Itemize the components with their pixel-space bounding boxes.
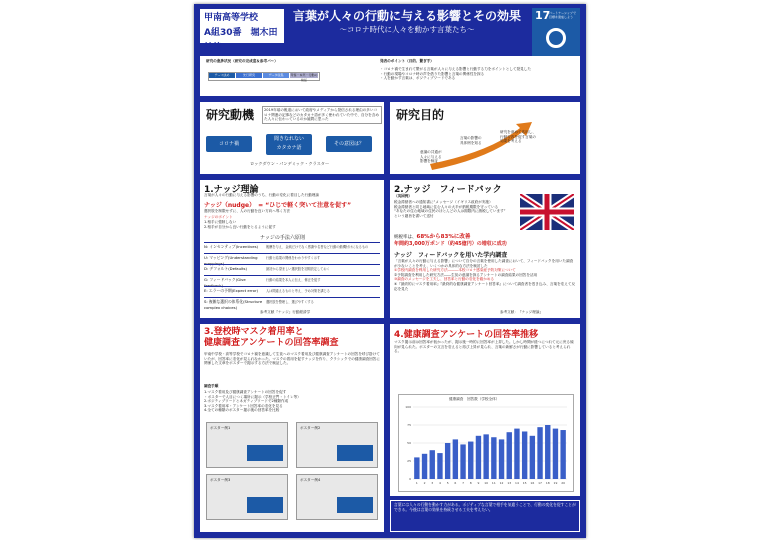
health-panel [390,324,580,496]
mask-panel [200,324,384,532]
progress-panel [200,56,580,96]
nudge-cond-1: 1.相手に強制しない [204,220,237,224]
purpose-panel [390,102,580,174]
health-chart [398,394,574,492]
chart-x-tick: 19 [553,481,558,485]
author-name: A組30番 堀木田結柊 [204,28,278,53]
sdg-number: 17 [535,9,551,22]
method-item: 3.マスク着用率・アンケート回答率の変化を見る [204,403,283,408]
progress-seg: テーマ決め [209,73,235,78]
jp-line: 「言葉が人々の行動に与える影響」について自分の言葉を使用した調査において、フィードバックを用いた調査が少ないことを考え、いくつかの具体的な方法を検討した [394,259,574,268]
page-title: 言葉が人々の行動に与える影響とその効果 [292,9,521,23]
chart-x-tick: 20 [561,481,566,485]
chart-bar [514,429,519,479]
feedback-line: 税金滞納者への通知書に“メッセージ（イギリス政府が実施） [394,200,493,204]
chart-x-tick: 4 [438,481,441,485]
chart-bar [522,431,527,479]
chart-svg [399,395,573,491]
chart-x-tick: 8 [469,481,472,485]
motive-note: 2019年頃の報道において政府やメディアから発信される理由の多いコロナ関連の記事などのカタカナ語が多く使われていた中で、自分を含めた人々に伝わっているのか疑問に思った [262,106,382,124]
chart-bar [422,454,427,479]
point-item: ・人を動かす言葉は、ポジティブワードである [380,76,456,81]
mask-title: 3.登校時マスク着用率と 健康調査アンケートの回答率調査 [204,327,339,348]
rate-value: 68%から83%に改善 [416,234,471,240]
jp-line: ①学校内調査を利用した研究方法―――本校コロナ感染症予防対策について [394,268,516,273]
nudge-cond-label: ナッジのポイント [204,215,233,219]
chart-x-tick: 9 [477,481,480,485]
point-item: ・コロナ禍で生まれて繋がる言葉が人々に与える影響と行動する力をポイントとして発見した [380,67,531,71]
chart-x-tick: 1 [415,481,418,485]
row-value: 行動の結果を本人に伝え、修正を促す [266,278,321,282]
chart-bar [499,439,504,479]
row-value: 行動と結果の関係をわかりやすく示す [266,256,321,260]
jp-lines [394,259,576,291]
chart-bar [476,436,481,479]
feedback-line: “あなたの住む地域の住民のほとんどの人は期限内に納税しています” [394,209,506,214]
feedback-title: 2.ナッジ フィードバック [394,185,502,195]
chart-x-tick: 5 [446,481,449,485]
chart-x-tick: 13 [507,481,512,485]
nudge-panel [200,180,384,318]
chip-corona: コロナ禍 [206,136,252,152]
page-subtitle: ～コロナ時代に人々を動かす言葉たち～ [339,25,475,34]
chart-y-tick: 100 [405,405,411,409]
rate-line [394,232,470,240]
method-item: 1.マスク着用及び健康調査アンケートの回答を促す [204,390,287,394]
poster-photo [296,474,378,520]
feedback-line: という趣旨を書いて送付 [394,213,434,218]
method-item: 4.全ての種類のポスター掲示後の回答率を比較 [204,408,280,413]
nudge-cond-2: 2.相手が自分から良い行動をとるように促す [204,225,276,229]
mask-methods [204,390,380,413]
photo-bar [247,497,283,513]
jp-line: ④『最終的にマスク着用率』『最終的な健康調査アンケート回答率』について調査者を巻き込み、言葉を変えて反応を見た [394,281,576,291]
feedback-line: 税金滞納者と同じ地域に住む人々の大半が納税期限を守っている [394,204,499,209]
row-value: 選択肢を整理し、選びやすくする [266,300,314,304]
conclusion-text: 言葉には人々の行動を動かす力がある。ポジティブな言葉で相手を気遣うことで、行動の変化を促すことができる。今後は言葉の効果を持続させる工夫を考えたい。 [394,502,576,512]
progress-seg: 考察・本実・行動の検証 [290,73,318,82]
sdg-wheel-icon [546,28,566,48]
progress-track [208,72,320,81]
chart-y-tick: 25 [407,459,411,463]
jp-line: ③調査のメッセージを工夫し、回答率と行動の変化を確かめる [394,277,495,282]
progress-label: 研究の進捗状況（研究の完成度＆参考バー） [206,59,278,63]
chart-bar [414,457,419,479]
chart-y-tick: 75 [407,423,411,427]
sdg-text: パートナーシップで目標を達成しよう [549,11,576,19]
chart-title: 健康調査 回答数（学校全体） [449,397,500,401]
feedback-lines [394,200,514,218]
nudge-defn2: 選択肢を制限せずに、人の行動を良い方向へ導く方法 [204,209,291,213]
row-value: 報酬を与え、金銭だけでなく感謝や名誉など行動の動機付けになるもの [266,245,369,249]
method-item: ・ポスターで人目につく場所に掲示（学校正門・トイレ等） [204,394,301,399]
chart-x-tick: 15 [522,481,527,485]
chart-bar [430,450,435,479]
row-key: D: デフォルト(Defaults) [204,266,248,271]
jp-line: ②予防調査を利用した研究方法――生徒の意識を探るアンケートの調査結果の回答を活用 [394,272,538,277]
chart-bar [537,427,542,479]
chart-x-tick: 12 [499,481,504,485]
purpose-left: 意識の共通が 人々に与える 影響を検証 [420,150,442,164]
nudge-table-title: ナッジの手法六原則 [260,235,305,241]
chip-intent: その意図は？ [326,136,372,152]
school-block [200,9,284,53]
photo-caption: ポスター例2 [300,426,321,430]
feedback-source: 参考文献：『ナッジ理論』 [500,310,544,314]
poster-photo [296,422,378,468]
chart-y-tick: 50 [407,441,411,445]
motive-panel [200,102,384,174]
row-value: 人は間違えるものと考え、予め対策を講じる [266,289,330,293]
progress-seg: 先行研究 [236,73,262,78]
point-item: ・行動の現場やコロナ時の声を借りた影響と言葉の関係性を探る [380,71,485,76]
motive-words: ロックダウン・パンデミック・クラスター [250,161,330,166]
purpose-mid: 言葉の影響の 具体例を知る [460,136,482,145]
row-key: E: エラーの予期(Expect error) [204,288,258,293]
chart-bar [437,453,442,479]
row-key: N: インセンティブ(Incentives) [204,244,259,249]
chart-bar [553,429,558,479]
chip-katakana: 聞きなれない カタカナ語 [266,134,312,155]
chart-bar [453,439,458,479]
school-name: 甲南高等学校 [204,13,259,23]
table-row [204,297,380,309]
chart-bar [507,432,512,479]
sdg-badge [532,8,580,56]
photo-caption: ポスター例4 [300,478,321,482]
motive-title: 研究動機 [206,108,255,122]
poster-photo [206,422,288,468]
chart-bar [560,430,565,479]
row-key: U: マッピング(Understanding mappings) [204,255,258,266]
nudge-source: 参考文献『ナッジ』行動経済学 [260,310,311,314]
chart-bar [530,436,535,479]
photo-caption: ポスター例1 [210,426,231,430]
health-body: マスク掲示前は回答率が低かったが、掲示後一時的に回答率が上昇した。しかし時間が経つにつれて元に戻る傾向が見られた。ポスターの文言を変えると再び上昇が見られ、言葉の新鮮さが行動に影響していると考えられる。 [394,340,574,354]
nudge-title: 1.ナッジ理論 [204,185,259,195]
points-list [380,67,575,81]
purpose-arrow [390,102,580,174]
nudge-definition: ナッジ（nudge） = “ひじで軽く突いて注意を促す” [204,202,352,209]
chart-x-tick: 2 [423,481,426,485]
chart-x-tick: 6 [454,481,457,485]
uk-flag-icon [520,194,574,230]
row-key: G: フィードバック(Give feedback) [204,277,246,288]
progress-seg: データ収集 [263,73,289,78]
chart-bar [483,434,488,479]
chart-bar [445,443,450,479]
feedback-sub: （英国例） [394,194,412,198]
amount-line: 年間約3,000万ポンド（約45億円）の増収に成功 [394,241,507,247]
chart-x-tick: 3 [431,481,434,485]
nudge-lead: 言葉が人々の行動に与える影響のうち、行動の変化に着目した行動理論 [204,193,319,197]
health-title: 4.健康調査アンケートの回答率推移 [394,330,539,340]
poster [194,4,586,538]
rate-label: 納税率は、 [394,235,417,240]
feedback-panel [390,180,580,318]
chart-y-tick: 0 [409,477,411,481]
chart-bar [491,437,496,479]
photo-bar [337,497,373,513]
jp-title: ナッジ フィードバックを用いた学内調査 [394,252,508,259]
chart-bar [460,444,465,479]
points-title: 発表のポイント（目的、繋ぎ手） [380,59,434,63]
photo-bar [337,445,373,461]
chart-x-tick: 14 [515,481,519,485]
purpose-title: 研究目的 [396,108,445,122]
row-key: S: 複雑な選択の体系化(Structure complex choices) [204,299,263,310]
chart-x-tick: 18 [545,481,550,485]
row-value: 最初から望ましい選択肢を初期設定しておく [266,267,330,271]
chart-x-tick: 11 [491,481,496,485]
chart-bar [545,425,550,479]
conclusion-box [390,500,580,532]
photo-caption: ポスター例3 [210,478,231,482]
method-item: 2.ポジティブワードとネガティブワードで2種類作成 [204,399,289,404]
mask-body: 甲南中学校・高等学校でコロナ禍を意識して生徒へのマスク着用及び健康調査アンケートの回答を呼び掛けていたが、回答率に変化が見られなかった。マスクの着用を促すナッジを作り、クラシックでの健康調査回答に関係した文章をポスターで掲示する方法で検証した。 [204,352,380,366]
chart-x-tick: 7 [462,481,465,485]
mask-method-title: 調査手順 [204,384,219,388]
chart-x-tick: 16 [530,481,535,485]
chart-x-tick: 17 [538,481,542,485]
purpose-right: 研究を深めて応用し、 行動変容を促す言葉の 効果を考える [500,130,536,144]
chart-x-tick: 10 [484,481,489,485]
photo-bar [247,445,283,461]
chart-bar [468,442,473,479]
poster-photo [206,474,288,520]
